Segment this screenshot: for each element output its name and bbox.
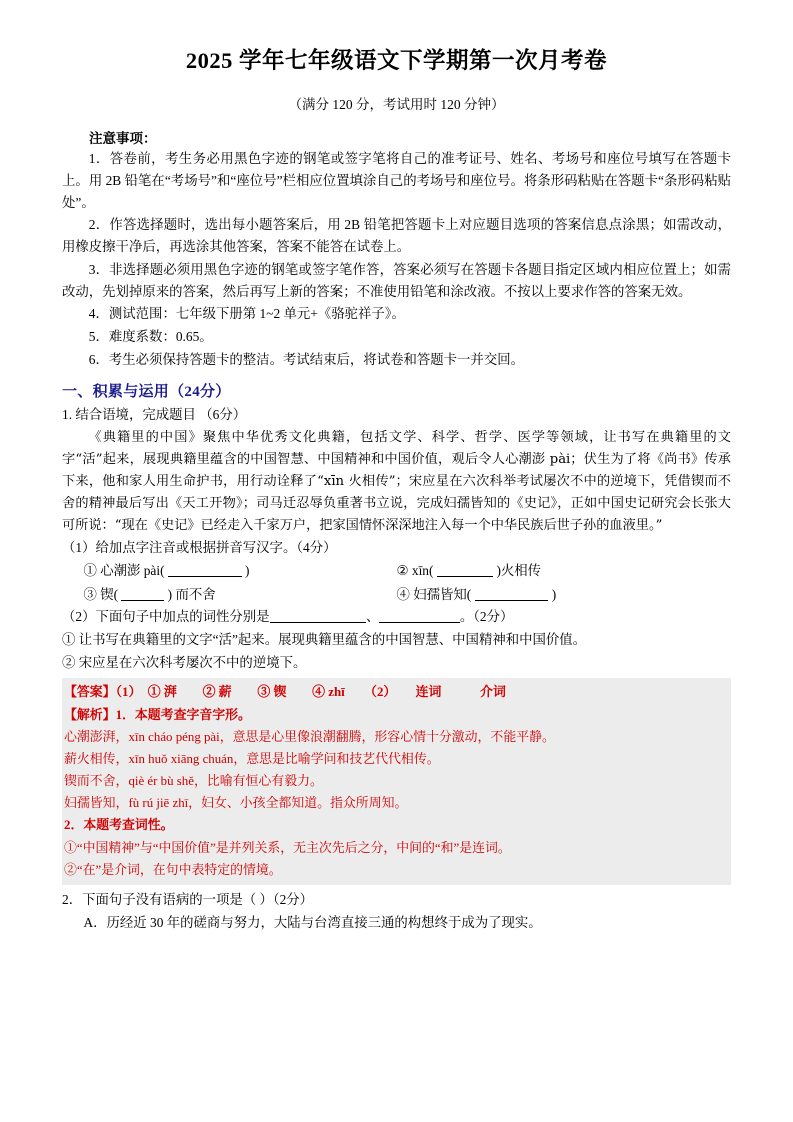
answer-explanation-box <box>62 678 731 885</box>
analysis-line-5: 妇孺皆知，fù rú jiē zhī，妇女、小孩全都知道。指众所周知。 <box>64 796 408 811</box>
analysis-line-7: ①“中国精神”与“中国价值”是并列关系，无主次先后之分，中间的“和”是连词。 <box>64 840 511 855</box>
pinyin-item-2-blank[interactable] <box>437 563 493 577</box>
pinyin-item-3-after: ) 而不舍 <box>167 586 216 602</box>
analysis-label: 【解析】 <box>64 707 116 722</box>
notice-item-5: 5．难度系数：0.65。 <box>88 328 213 344</box>
analysis-line-6: 2．本题考查词性。 <box>64 818 174 833</box>
pinyin-item-3-before: 锲( <box>100 586 119 602</box>
notice-item-2: 2．作答选择题时，选出每小题答案后，用 2B 铅笔把答题卡上对应题目选项的答案信息点涂黑；如需改动，用橡皮擦干净后，再选涂其他答案，答案不能答在试卷上。 <box>62 217 731 255</box>
question-1-sub1: （1）给加点字注音或根据拼音写汉字。（4分） <box>62 539 337 555</box>
pinyin-item-1-before: 心潮澎 pài( <box>100 563 165 579</box>
analysis-line-1 <box>64 704 729 726</box>
pinyin-row-1 <box>62 559 731 582</box>
pinyin-item-4-no: ④ <box>396 586 410 602</box>
pinyin-item-4-blank[interactable] <box>475 586 549 600</box>
question-1-example-2: ② 宋应星在六次科考屡次不中的逆境下。 <box>62 654 307 670</box>
analysis-line-3: 薪火相传，xīn huǒ xiāng chuán，意思是比喻学问和技艺代代相传。 <box>64 751 440 766</box>
question-1-sub2-b: 、 <box>366 609 380 625</box>
pinyin-item-1-blank[interactable] <box>168 563 242 577</box>
analysis-line-4: 锲而不舍，qiè ér bù shě，比喻有恒心有毅力。 <box>64 774 323 789</box>
pinyin-item-2 <box>397 559 732 582</box>
exam-subtitle: （满分 120 分，考试用时 120 分钟） <box>288 96 505 112</box>
pinyin-item-4-before: 妇孺皆知( <box>413 586 472 602</box>
answer-content: （1） ① 湃 ② 薪 ③ 锲 ④ zhī （2） 连词 介词 <box>115 685 506 700</box>
notice-item-3: 3．非选择题必须用黑色字迹的钢笔或签字笔作答，答案必须写在答题卡各题目指定区域内相应位置上；如需改动，先划掉原来的答案，然后再写上新的答案；不准使用铅笔和涂改液。不按以上要求作答的答案无效。 <box>62 261 731 299</box>
pinyin-item-2-after: )火相传 <box>496 563 542 579</box>
pinyin-item-3 <box>62 583 397 606</box>
question-1-sub2-c: 。（2分） <box>459 609 514 625</box>
pinyin-item-3-no: ③ <box>83 586 97 602</box>
analysis-content-1: 1．本题考查字音字形。 <box>115 707 251 722</box>
answer-line <box>64 681 729 703</box>
pinyin-item-2-before: xīn( <box>411 563 434 579</box>
pinyin-item-1-after: ) <box>244 563 250 579</box>
page-title: 2025 学年七年级语文下学期第一次月考卷 <box>185 48 608 73</box>
pinyin-item-4 <box>397 583 732 606</box>
question-1-example-1: ① 让书写在典籍里的文字“活”起来。展现典籍里蕴含的中国智慧、中国精神和中国价值。 <box>62 631 587 647</box>
pinyin-item-4-after: ) <box>551 586 557 602</box>
question-2-option-a[interactable]: A．历经近 30 年的磋商与努力，大陆与台湾直接三通的构想终于成为了现实。 <box>83 914 542 930</box>
pinyin-item-1-no: ① <box>83 563 97 579</box>
question-1-sub2-a: （2）下面句子中加点的词性分别是 <box>62 609 270 625</box>
pinyin-item-3-blank[interactable] <box>121 586 164 600</box>
section-heading-1: 一、积累与运用（24分） <box>62 384 231 401</box>
notice-item-4: 4．测试范围：七年级下册第 1~2 单元+《骆驼祥子》。 <box>88 306 405 322</box>
answer-label: 【答案】 <box>64 685 116 700</box>
notice-item-6: 6．考生必须保持答题卡的整洁。考试结束后，将试卷和答题卡一并交回。 <box>88 351 524 367</box>
pinyin-item-1 <box>62 559 397 582</box>
question-1-passage: 《典籍里的中国》聚焦中华优秀文化典籍，包括文学、科学、哲学、医学等领域，让书写在典籍里的文字“活”起来，展现典籍里蕴含的中国智慧、中国精神和中国价值，观后令人心潮澎 pài；伏生为了将《尚书》传承下来，他和家人用生命护书，用行动诠释了“xīn 火相传”；宋应星在六次科举考试屡次不中的逆境下，凭借锲而不舍的精神最后写出《天工开物》；司马迁忍辱负重著书立说，完成妇孺皆知的《史记》，正如中国史记研究会长张大可所说：“现在《史记》已经走入千家万户，把家国情怀深深地注入每一个中华民族后世子孙的血液里。” <box>62 430 731 533</box>
question-1-stem: 1. 结合语境，完成题目 （6分） <box>62 407 247 423</box>
question-1-passage-block <box>62 427 731 537</box>
pinyin-row-2 <box>62 583 731 606</box>
pinyin-item-2-no: ② <box>396 563 409 579</box>
notice-heading: 注意事项： <box>89 131 157 147</box>
analysis-line-2: 心潮澎湃，xīn cháo péng pài，意思是心里像浪潮翻腾，形容心情十分激动，不能平静。 <box>64 729 555 744</box>
analysis-line-8: ②“在”是介词，在句中表特定的情境。 <box>64 862 282 877</box>
question-2-stem: 2．下面句子没有语病的一项是（ ）（2分） <box>62 892 314 908</box>
wordclass-blank-1[interactable] <box>270 609 366 623</box>
question-1-sub2 <box>62 606 731 628</box>
wordclass-blank-2[interactable] <box>379 609 459 623</box>
notice-item-1: 1．答卷前，考生务必用黑色字迹的钢笔或签字笔将自己的准考证号、姓名、考场号和座位号填写在答题卡上。用 2B 铅笔在“考场号”和“座位号”栏相应位置填涂自己的考场号和座位号。将条形码粘贴在答题卡“条形码粘贴处”。 <box>62 151 731 210</box>
